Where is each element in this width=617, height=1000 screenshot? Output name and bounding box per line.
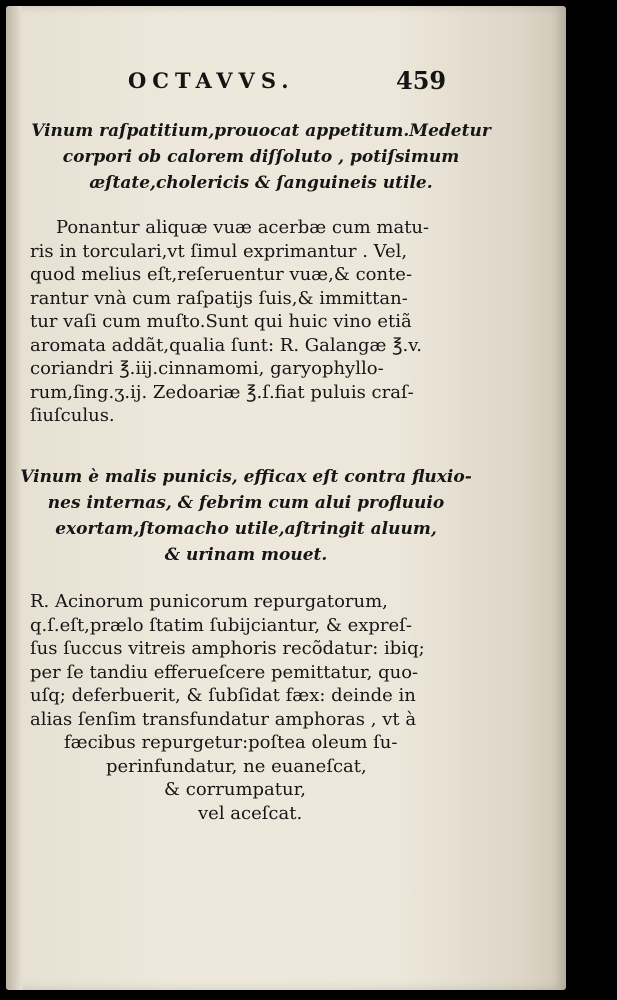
body-line: q.ſ.eſt,prælo ſtatim ſubijciantur, & expreſ-: [30, 614, 412, 636]
rubric-line: corpori ob calorem diſſoluto , potiſsimum: [62, 147, 460, 167]
body-line: perinfundatur, ne euaneſcat,: [106, 755, 367, 777]
rubric-line: Vinum raſpatitium,prouocat appetitum.Medetur: [31, 121, 491, 141]
body-line: quod melius eſt,reſeruentur vuæ,& conte-: [30, 264, 413, 285]
rubric-line: nes internas, & febrim cum alui profluuio: [47, 493, 445, 513]
body-line: & corrumpatur,: [164, 779, 306, 800]
book-page: [6, 6, 566, 990]
body-line: Ponantur aliquæ vuæ acerbæ cum matu-: [56, 217, 430, 238]
section2-rubric: [16, 464, 476, 568]
rubric-line: exortam,ſtomacho utile,aſtringit aluum,: [55, 519, 437, 539]
section2-body: [30, 590, 460, 825]
body-line: tur vaſi cum muſto.Sunt qui huic vino etiã: [30, 311, 412, 332]
section1-body: [30, 216, 460, 428]
body-line: R. Acinorum punicorum repurgatorum,: [30, 591, 388, 612]
body-line: uſq; deferbuerit, & ſubſidat fæx: deinde in: [30, 685, 416, 706]
body-line: fæcibus repurgetur:poſtea oleum ſu-: [64, 732, 398, 753]
body-line: alias ſenſim transfundatur amphoras , vt à: [30, 708, 417, 730]
page-number: 459: [396, 66, 447, 95]
body-line: ſiuſculus.: [30, 405, 115, 426]
running-head: OCTAVVS.: [128, 68, 295, 93]
body-line: vel aceſcat.: [198, 802, 303, 824]
body-line: rantur vnà cum raſpatijs ſuis,& immittan-: [30, 287, 408, 309]
rubric-line: Vinum è malis punicis, efficax eſt contra fluxio-: [20, 467, 472, 487]
page-header: [6, 66, 566, 96]
body-line: ris in torculari,vt ſimul exprimantur . Vel,: [30, 240, 408, 262]
body-line: rum,ſing.ʒ.ij. Zedoariæ ℥.ſ.fiat puluis craſ-: [30, 381, 414, 403]
section1-rubric: [26, 118, 496, 196]
body-line: per ſe tandiu efferueſcere pemittatur, quo-: [30, 661, 419, 683]
rubric-line: & urinam mouet.: [164, 545, 328, 565]
rubric-line: æſtate,cholericis & ſanguineis utile.: [89, 173, 433, 193]
body-line: ſus ſuccus vitreis amphoris recõdatur: ibiq;: [30, 638, 425, 659]
body-line: aromata addãt,qualia ſunt: R. Galangæ ℥.v.: [30, 334, 423, 356]
body-line: coriandri ℥.iij.cinnamomi, garyophyllo-: [30, 358, 384, 379]
